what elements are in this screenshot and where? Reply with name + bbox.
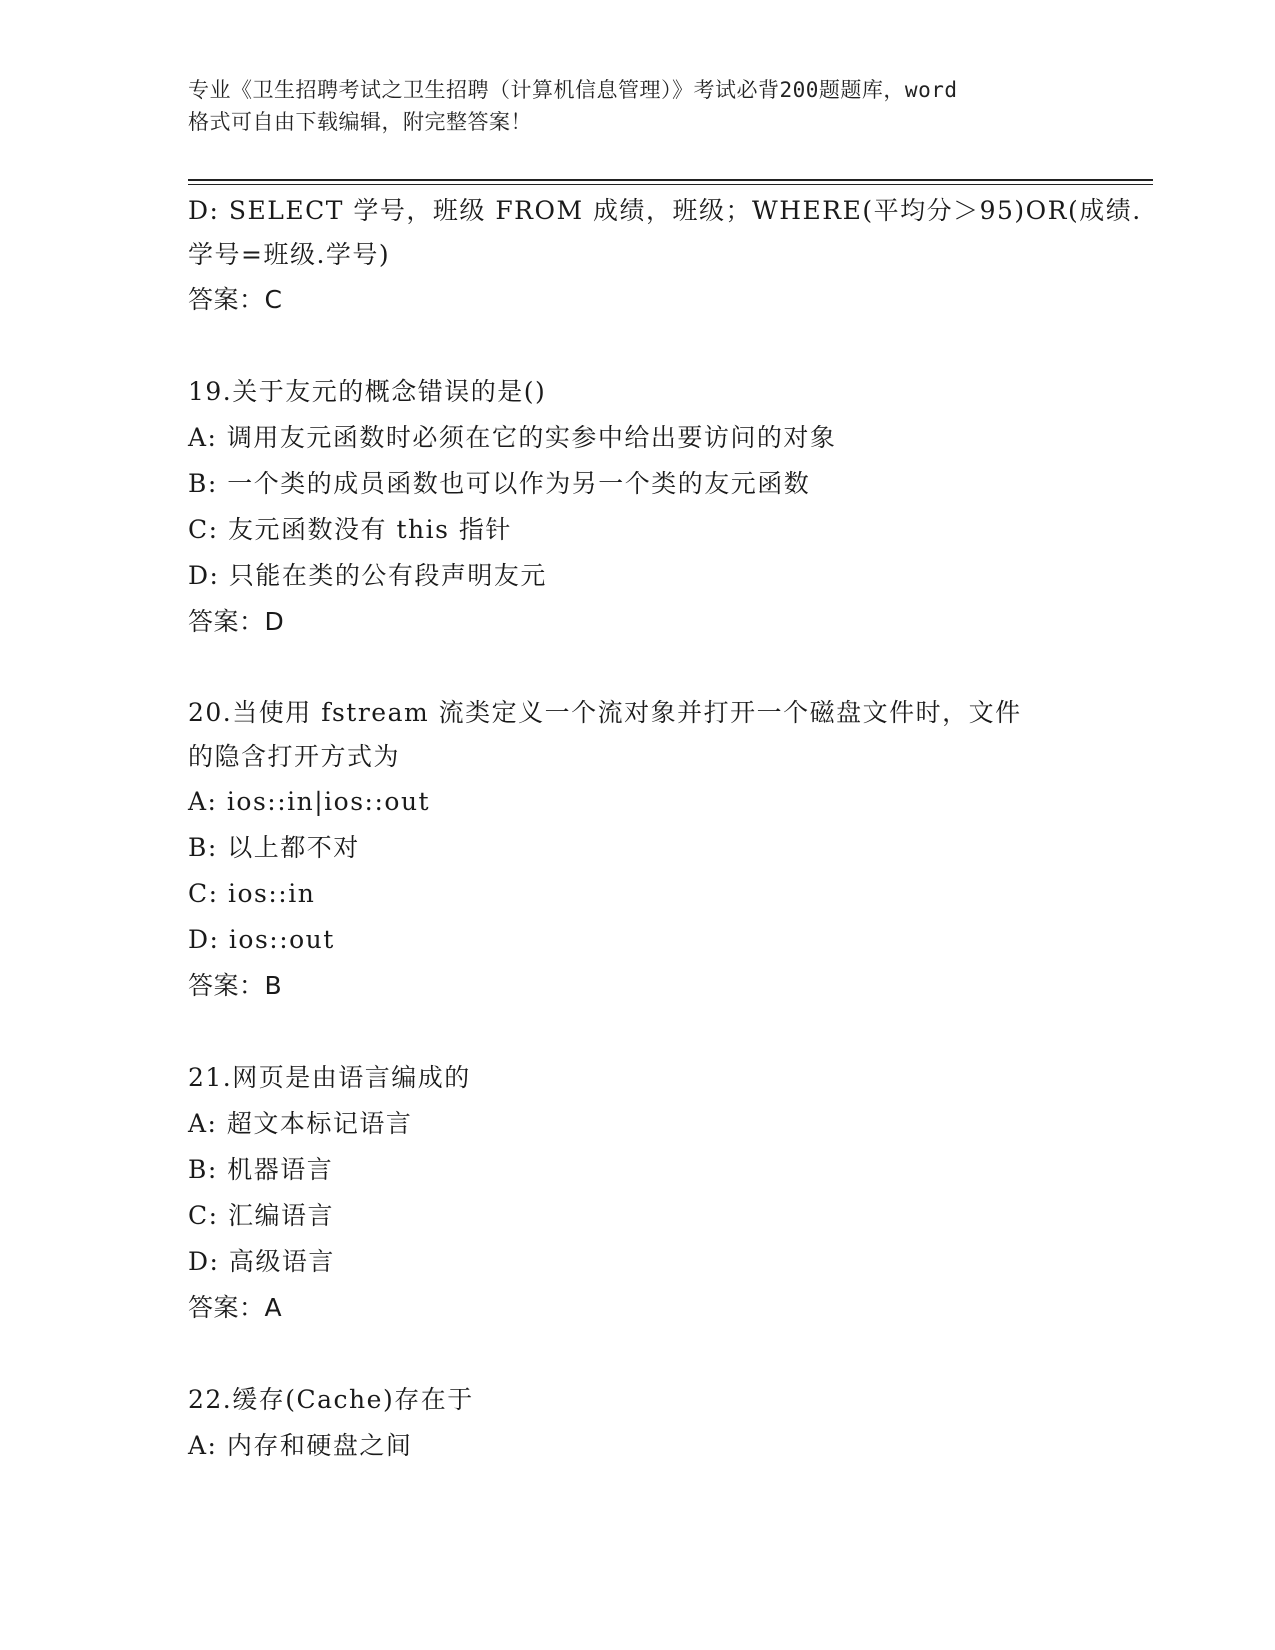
option-a: A: ios::in|ios::out (188, 787, 431, 816)
option-d-continued: 学号=班级.学号) (188, 240, 391, 269)
question-20 (188, 691, 1108, 1009)
header-line-1: 专业《卫生招聘考试之卫生招聘（计算机信息管理）》考试必背200题题库，word (188, 78, 958, 102)
question-stem: 19.关于友元的概念错误的是() (188, 377, 547, 406)
question-stem: 21.网页是由语言编成的 (188, 1063, 471, 1092)
question-stem-continued: 的隐含打开方式为 (188, 742, 401, 771)
answer-line: 答案：C (188, 285, 283, 314)
question-18-continued (188, 189, 1142, 323)
option-c: C: ios::in (188, 879, 316, 908)
option-d: D: 只能在类的公有段声明友元 (188, 561, 547, 590)
option-a: A: 调用友元函数时必须在它的实参中给出要访问的对象 (188, 423, 837, 452)
question-22 (188, 1377, 1108, 1469)
question-stem: 20.当使用 fstream 流类定义一个流对象并打开一个磁盘文件时，文件 (188, 698, 1022, 727)
question-21 (188, 1055, 1108, 1331)
spacer (188, 323, 1108, 369)
option-d: D: ios::out (188, 925, 335, 954)
option-d: D: 高级语言 (188, 1247, 335, 1276)
question-stem: 22.缓存(Cache)存在于 (188, 1385, 474, 1414)
option-d: D: SELECT 学号，班级 FROM 成绩，班级；WHERE(平均分＞95)OR(成绩. (188, 196, 1142, 225)
question-list (188, 189, 1142, 1469)
spacer (188, 1009, 1108, 1055)
spacer (188, 645, 1108, 691)
option-a: A: 内存和硬盘之间 (188, 1431, 413, 1460)
option-c: C: 汇编语言 (188, 1201, 334, 1230)
answer-line: 答案：D (188, 607, 285, 636)
option-b: B: 机器语言 (188, 1155, 334, 1184)
option-a: A: 超文本标记语言 (188, 1109, 413, 1138)
question-19 (188, 369, 1108, 645)
header-divider-thick (188, 179, 1153, 181)
option-c: C: 友元函数没有 this 指针 (188, 515, 512, 544)
header-line-2: 格式可自由下载编辑，附完整答案！ (188, 110, 532, 134)
option-b: B: 以上都不对 (188, 833, 360, 862)
spacer (188, 1331, 1108, 1377)
header-divider-thin (188, 184, 1153, 185)
answer-line: 答案：B (188, 971, 283, 1000)
document-header (188, 74, 1108, 138)
answer-line: 答案：A (188, 1293, 283, 1322)
option-b: B: 一个类的成员函数也可以作为另一个类的友元函数 (188, 469, 811, 498)
